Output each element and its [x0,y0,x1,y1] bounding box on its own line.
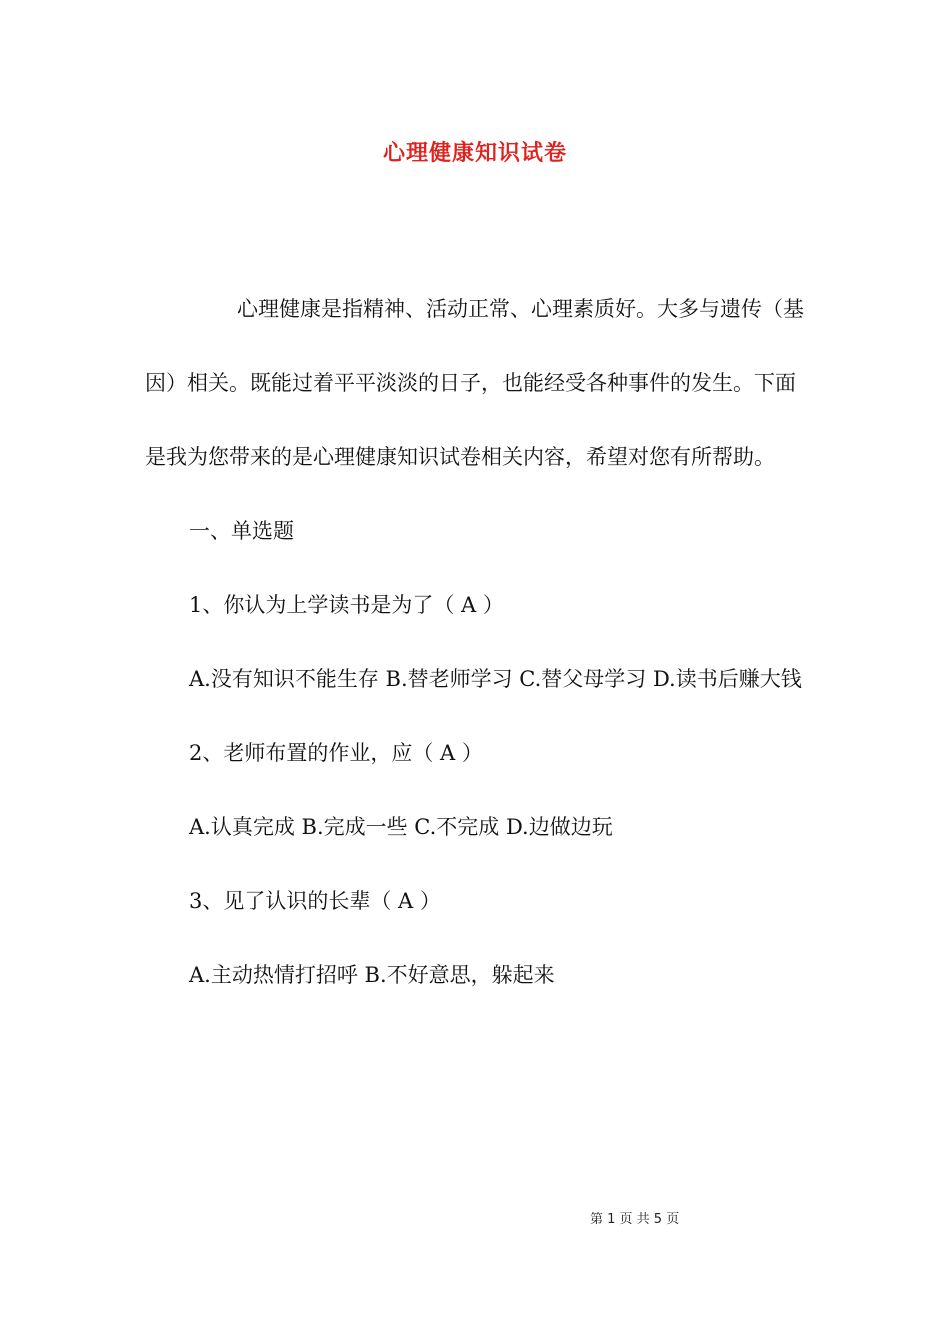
document-body [145,272,810,1012]
page-footer: 第 1 页 共 5 页 [590,1212,680,1227]
question-2-options: A.认真完成 B.完成一些 C.不完成 D.边做边玩 [189,815,613,839]
section-heading: 一、单选题 [189,519,294,543]
question-1-options: A.没有知识不能生存 B.替老师学习 C.替父母学习 D.读书后赚大钱 [189,667,802,691]
question-3-options: A.主动热情打招呼 B.不好意思，躲起来 [189,963,555,987]
question-2: 2、老师布置的作业，应（ A ） [189,741,483,765]
document-title: 心理健康知识试卷 [382,140,567,166]
question-1: 1、你认为上学读书是为了（ A ） [189,593,504,617]
intro-paragraph: 心理健康是指精神、活动正常、心理素质好。大多与遗传（基因）相关。既能过着平平淡淡的日子，也能经受各种事件的发生。下面是我为您带来的是心理健康知识试卷相关内容，希望对您有所帮助。 [145,297,804,469]
question-3: 3、见了认识的长辈（ A ） [189,889,441,913]
